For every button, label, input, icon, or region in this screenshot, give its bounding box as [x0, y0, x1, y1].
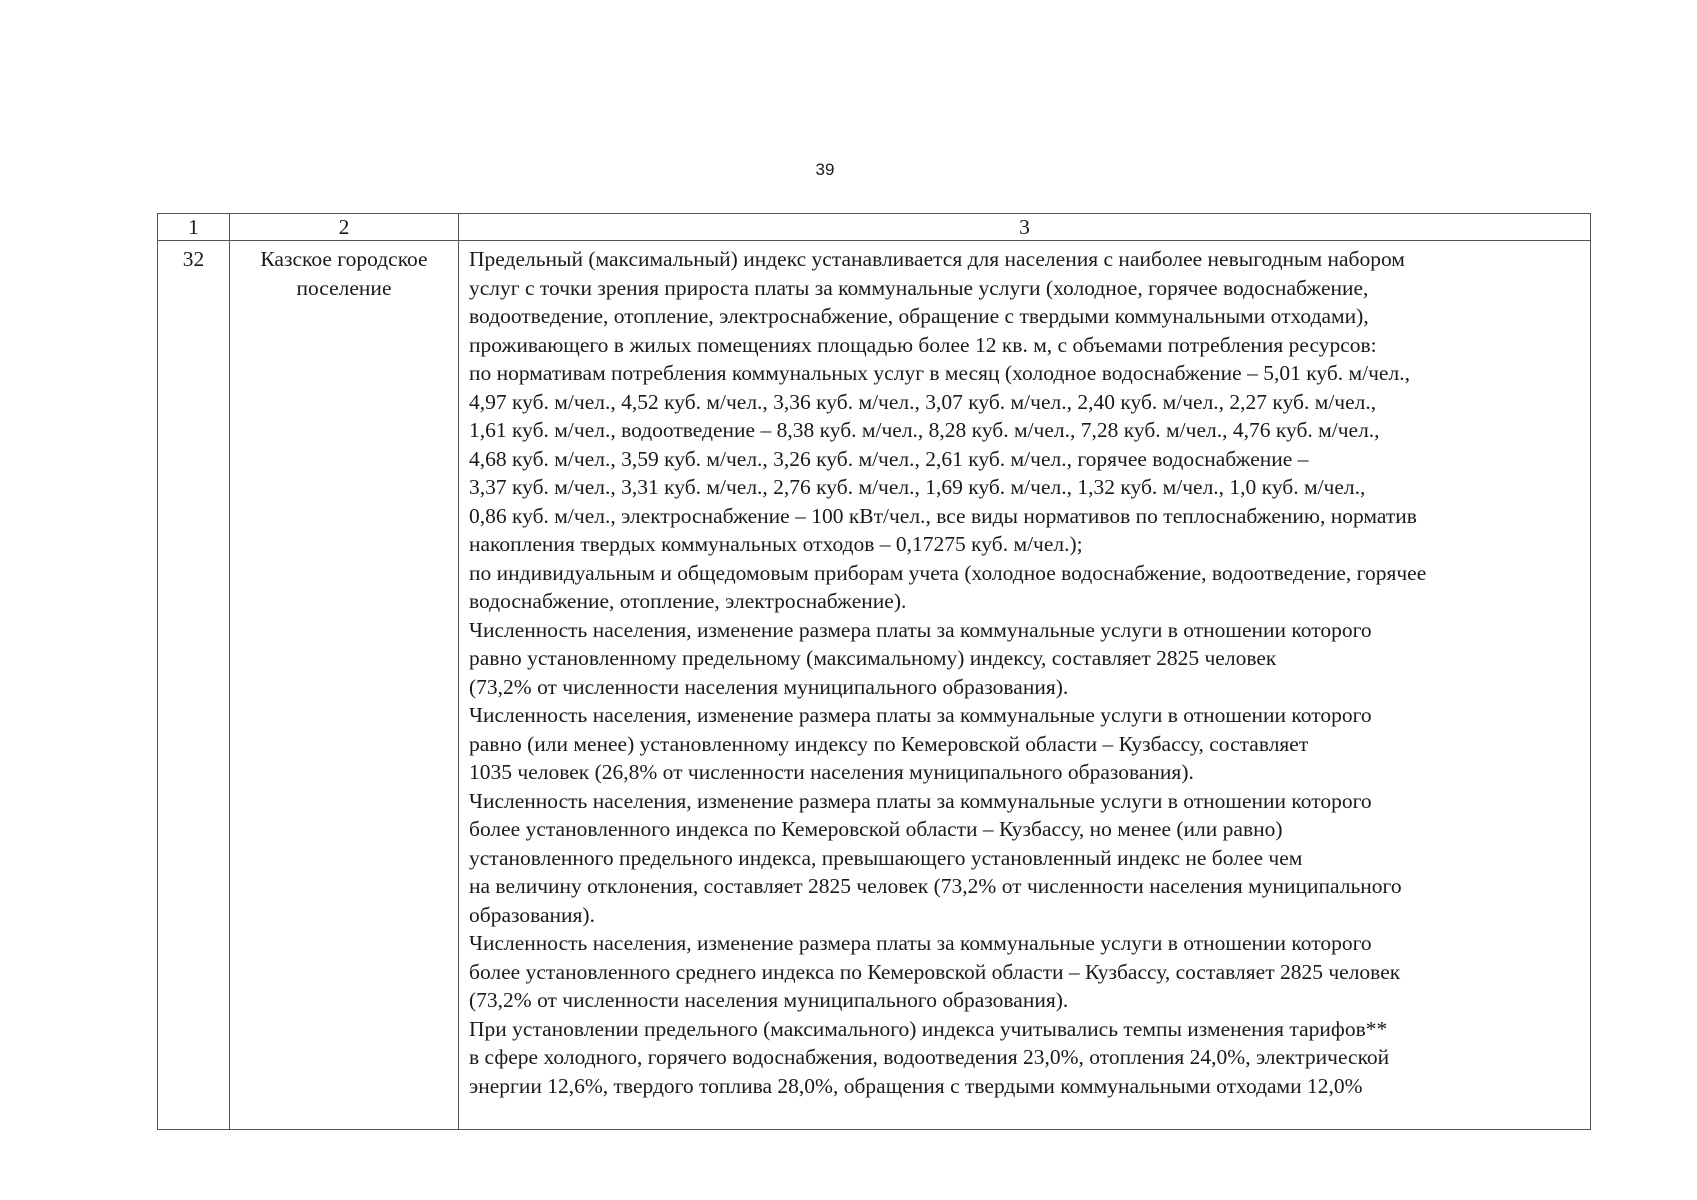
text-line: более установленного среднего индекса по Кемеровской области – Кузбассу, составляет 2825 человек — [469, 959, 1401, 984]
text-line: Численность населения, изменение размера платы за коммунальные услуги в отношении которого — [469, 617, 1372, 642]
text-line: Численность населения, изменение размера платы за коммунальные услуги в отношении которого — [469, 931, 1372, 955]
text-line: При установлении предельного (максимального) индекса учитывались темпы изменения тарифов** — [469, 1016, 1388, 1041]
description-cell — [459, 241, 1591, 1130]
text-line: водоснабжение, отопление, электроснабжение). — [469, 589, 907, 613]
header-cell-3: 3 — [459, 214, 1591, 241]
text-line: равно (или менее) установленному индексу по Кемеровской области – Кузбассу, составляет — [469, 731, 1309, 756]
text-line: проживающего в жилых помещениях площадью более 12 кв. м, с объемами потребления ресурсов: — [469, 332, 1377, 357]
text-line: энергии 12,6%, твердого топлива 28,0%, обращения с твердыми коммунальными отходами 12,0% — [469, 1073, 1363, 1098]
document-table — [157, 213, 1591, 1130]
text-line: установленного предельного индекса, превышающего установленный индекс не более чем — [469, 845, 1303, 870]
header-cell-1: 1 — [158, 214, 230, 241]
text-line: Численность населения, изменение размера платы за коммунальные услуги в отношении которого — [469, 788, 1372, 813]
text-line: 0,86 куб. м/чел., электроснабжение – 100 кВт/чел., все виды нормативов по теплоснабжению, норматив — [469, 503, 1417, 528]
text-line: 4,68 куб. м/чел., 3,59 куб. м/чел., 3,26 куб. м/чел., 2,61 куб. м/чел., горячее водоснабжение – — [469, 446, 1309, 471]
municipality-name-cell: Казское городское поселение — [230, 241, 459, 1130]
text-line: по индивидуальным и общедомовым приборам учета (холодное водоснабжение, водоотведение, горячее — [469, 560, 1427, 585]
row-number-cell: 32 — [158, 241, 230, 1130]
text-line: 1035 человек (26,8% от численности населения муниципального образования). — [469, 760, 1194, 784]
text-line: 4,97 куб. м/чел., 4,52 куб. м/чел., 3,36 куб. м/чел., 3,07 куб. м/чел., 2,40 куб. м/чел., 2,27 куб. м/чел., — [469, 389, 1377, 414]
text-line: в сфере холодного, горячего водоснабжения, водоотведения 23,0%, отопления 24,0%, электрической — [469, 1045, 1390, 1069]
text-line: равно установленному предельному (максимальному) индексу, составляет 2825 человек — [469, 646, 1277, 670]
text-line: Предельный (максимальный) индекс устанавливается для населения с наиболее невыгодным набором — [469, 247, 1405, 271]
text-line: накопления твердых коммунальных отходов – 0,17275 куб. м/чел.); — [469, 532, 1083, 556]
text-line: 1,61 куб. м/чел., водоотведение – 8,38 куб. м/чел., 8,28 куб. м/чел., 7,28 куб. м/чел., 4,76 куб. м/чел., — [469, 418, 1380, 442]
text-line: на величину отклонения, составляет 2825 человек (73,2% от численности населения муниципального — [469, 874, 1402, 898]
text-line: по нормативам потребления коммунальных услуг в месяц (холодное водоснабжение – 5,01 куб. м/чел., — [469, 361, 1410, 385]
text-line: Численность населения, изменение размера платы за коммунальные услуги в отношении которого — [469, 703, 1372, 727]
text-line: водоотведение, отопление, электроснабжение, обращение с твердыми коммунальными отходами), — [469, 304, 1369, 328]
text-line: (73,2% от численности населения муниципального образования). — [469, 674, 1069, 699]
text-line: услуг с точки зрения прироста платы за коммунальные услуги (холодное, горячее водоснабжение, — [469, 275, 1369, 300]
text-line: более установленного индекса по Кемеровской области – Кузбассу, но менее (или равно) — [469, 817, 1283, 841]
page-number: 39 — [815, 160, 835, 179]
header-cell-2: 2 — [230, 214, 459, 241]
text-line: 3,37 куб. м/чел., 3,31 куб. м/чел., 2,76 куб. м/чел., 1,69 куб. м/чел., 1,32 куб. м/чел., 1,0 куб. м/чел., — [469, 475, 1366, 499]
text-line: образования). — [469, 902, 595, 927]
text-line: (73,2% от численности населения муниципального образования). — [469, 988, 1069, 1012]
table-header-row — [158, 214, 1591, 241]
table-row — [158, 241, 1591, 1130]
